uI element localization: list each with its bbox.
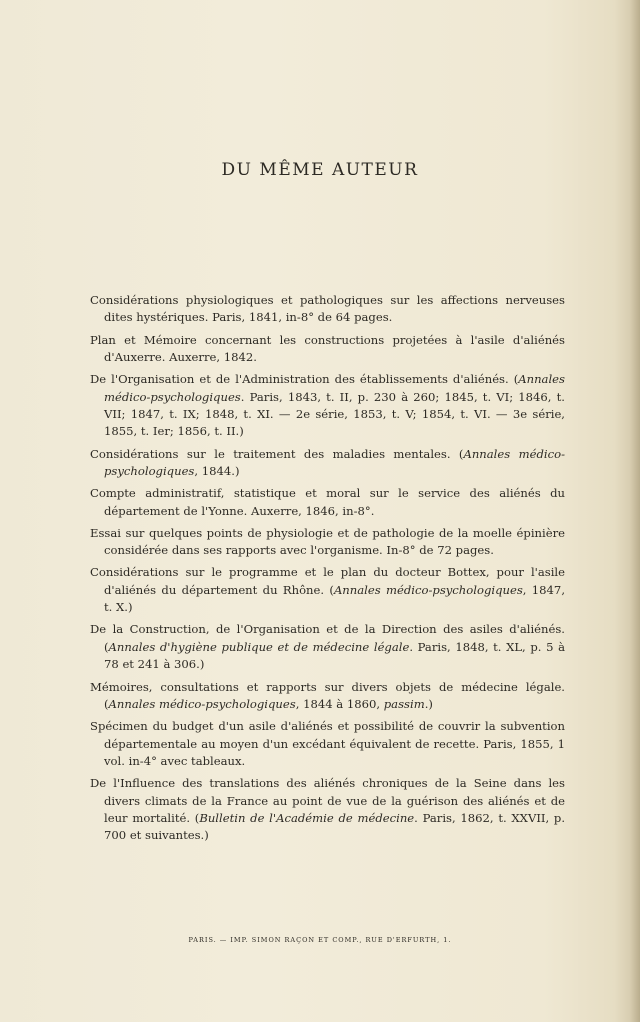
entry-text: De l'Influence des translations des aliénés chroniques de la Seine dans les divers climats de la France au point de vue de la guérison des aliénés et de leur mortalité. (: [90, 776, 565, 825]
bibliography-entry: [90, 718, 565, 770]
bibliography-entry: [90, 564, 565, 616]
entry-italic-text: Annales médico-psychologiques: [108, 696, 296, 711]
bibliography-entry: [90, 679, 565, 714]
entry-text: Considérations sur le traitement des maladies mentales. (: [90, 446, 464, 461]
entry-italic-text: Annales médico-psychologiques: [104, 446, 565, 479]
entry-text: Considérations sur le programme et le plan du docteur Bottex, pour l'asile d'aliénés du département du Rhône. (: [90, 565, 565, 597]
entry-text: De l'Organisation et de l'Administration des établissements d'aliénés. (: [90, 372, 519, 387]
entry-italic-text: passim: [383, 696, 425, 711]
page-title: DU MÊME AUTEUR: [221, 160, 419, 180]
entry-text: , 1844 à 1860,: [295, 696, 384, 711]
entry-text: . Paris, 1843, t. II, p. 230 à 260; 1845, t. VI; 1846, t. VII; 1847, t. IX; 1848, t. XI. — 2e série, 1853, t. V; 1854, t. VI. — 3e série, 1855, t. Ier; 1856, t. II.): [104, 389, 565, 439]
printer-imprint: PARIS. — IMP. SIMON RAÇON ET COMP., RUE D'ERFURTH, 1.: [188, 936, 452, 944]
entry-text: , 1847, t. X.): [104, 582, 565, 615]
entry-text: .): [424, 696, 433, 711]
bibliography-list: [90, 292, 565, 850]
page-edge: [630, 0, 640, 1022]
bibliography-entry: [90, 332, 565, 367]
entry-text: . Paris, 1848, t. XL, p. 5 à 78 et 241 à 306.): [104, 639, 565, 672]
entry-text: Mémoires, consultations et rapports sur divers objets de médecine légale. (: [90, 679, 565, 711]
entry-text: Plan et Mémoire concernant les constructions projetées à l'asile d'aliénés d'Auxerre. Auxerre, 1842.: [90, 332, 565, 365]
bibliography-entry: [90, 621, 565, 673]
bibliography-entry: [90, 525, 565, 560]
entry-text: De la Construction, de l'Organisation et de la Direction des asiles d'aliénés. (: [90, 622, 565, 654]
entry-italic-text: Annales médico-psychologiques: [333, 582, 523, 597]
entry-text: . Paris, 1862, t. XXVII, p. 700 et suivantes.): [104, 810, 566, 843]
entry-text: Considérations physiologiques et pathologiques sur les affections nerveuses dites hystériques. Paris, 1841, in-8° de 64 pages.: [90, 293, 565, 325]
entry-italic-text: Bulletin de l'Académie de médecine: [199, 810, 415, 825]
entry-text: Compte administratif, statistique et moral sur le service des aliénés du département de l'Yonne. Auxerre, 1846, in-8°.: [90, 486, 565, 518]
bibliography-entry: [90, 371, 565, 441]
bibliography-entry: [90, 485, 565, 520]
bibliography-entry: [90, 446, 565, 481]
bibliography-entry: [90, 775, 565, 845]
entry-italic-text: Annales médico-psychologiques: [104, 372, 565, 404]
entry-text: Spécimen du budget d'un asile d'aliénés et possibilité de couvrir la subvention départementale au moyen d'un excédant équivalent de recette. Paris, 1855, 1 vol. in-4° avec tableaux.: [90, 719, 565, 768]
bibliography-entry: [90, 292, 565, 327]
entry-text: , 1844.): [194, 464, 240, 479]
entry-text: Essai sur quelques points de physiologie et de pathologie de la moelle épinière considérée dans ses rapports avec l'organisme. In-8° de 72 pages.: [90, 525, 565, 558]
entry-italic-text: Annales d'hygiène publique et de médecine légale: [108, 639, 410, 654]
